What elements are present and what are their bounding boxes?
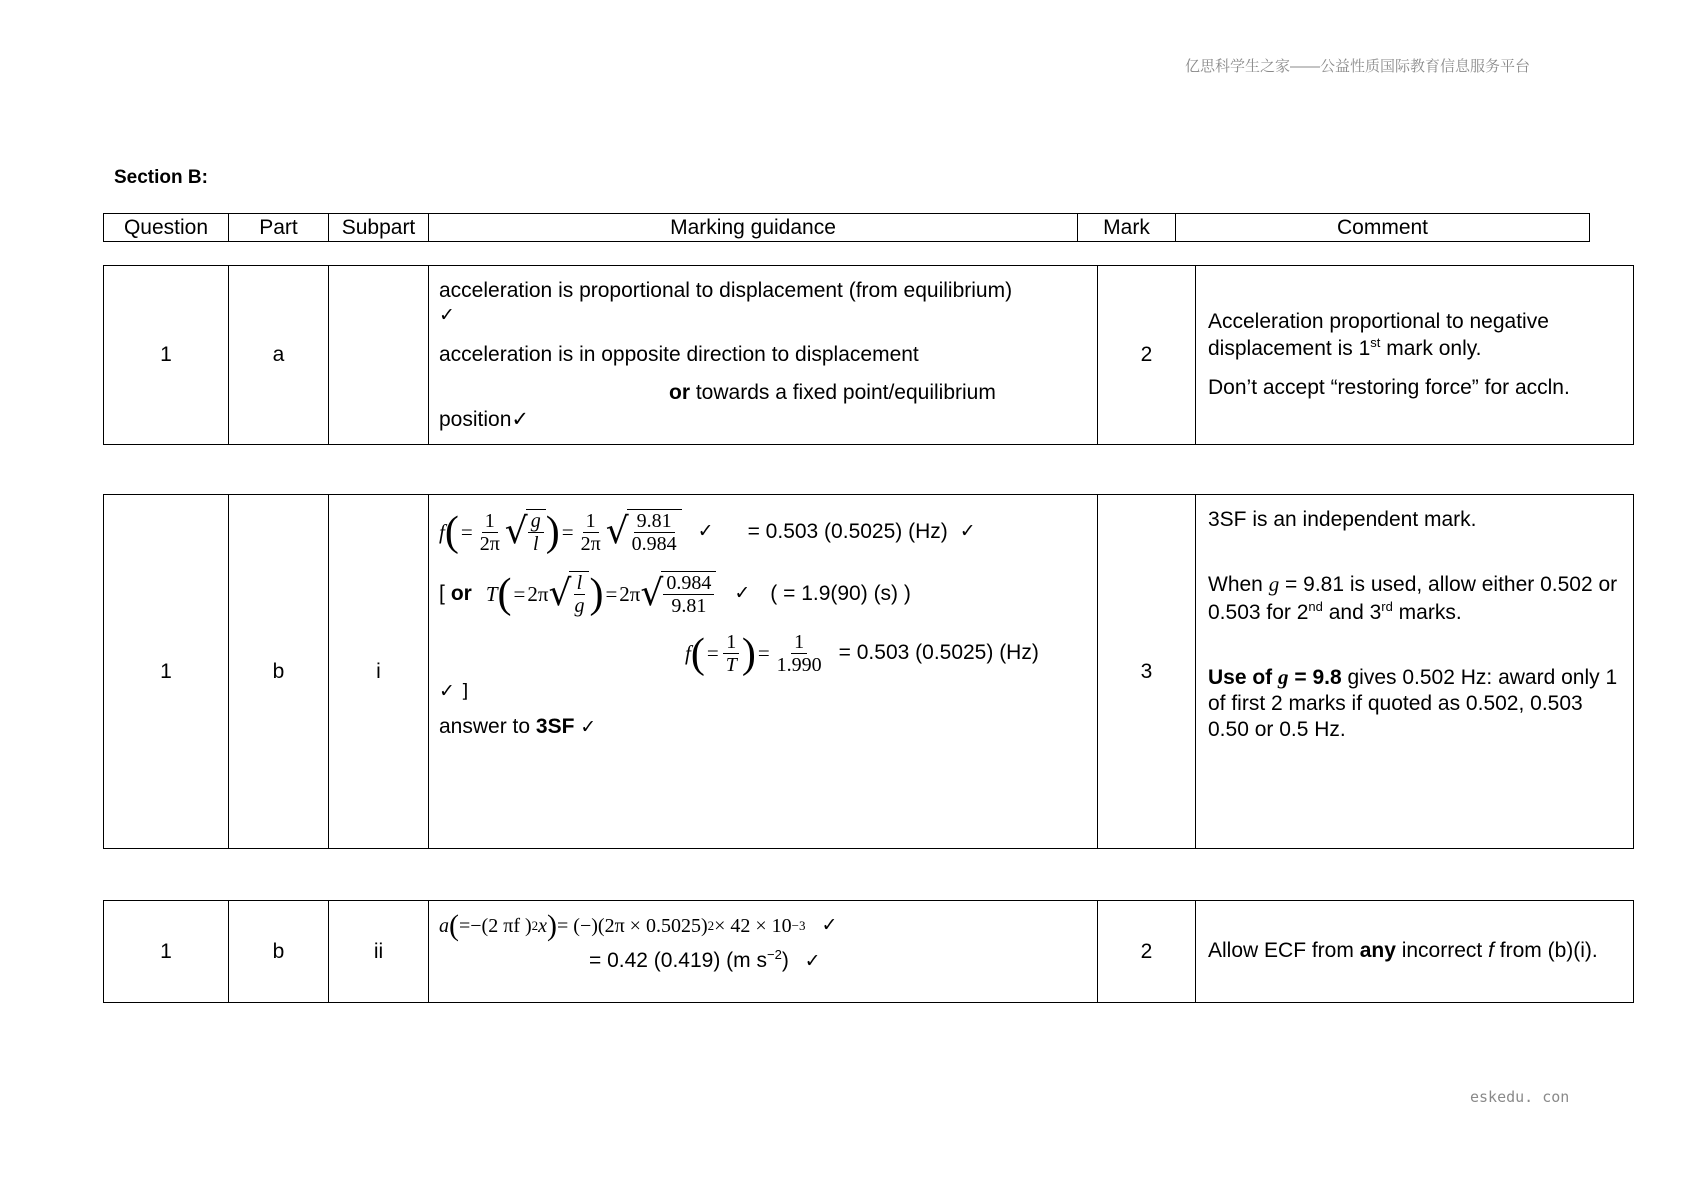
denominator: 9.81 [671,595,707,617]
equals-sign: = [757,641,770,666]
denominator: 1.990 [776,654,822,676]
comment-text: = 9.81 is used, allow either 0.502 or 0.503 for 2 [1208,573,1618,624]
numerator: 9.81 [634,510,675,533]
denominator: 0.984 [631,533,677,555]
guidance-cell [429,266,1098,445]
check-icon: ✓ [697,520,714,543]
denominator: g [574,595,585,617]
numerator: g [528,510,544,533]
comment-line [1208,938,1621,964]
guidance-line [439,380,1087,406]
expression: −(2 πf ) [470,914,532,937]
comment-line [1208,664,1621,744]
header-comment: Comment [1176,214,1590,242]
square-root: √ $\frac{9.81}{0.984}$ [606,509,682,555]
paren: ( [449,909,459,942]
comment-bold: = 9.8 [1288,665,1342,689]
header-mark: Mark [1078,214,1176,242]
numerator: 0.984 [663,572,714,595]
superscript: −2 [767,947,782,962]
superscript: nd [1308,598,1323,614]
g-symbol: g [1278,664,1289,689]
header-part: Part [229,214,329,242]
frequency-equation [439,509,1087,555]
f-symbol: f [685,641,691,666]
question-cell: 1 [104,266,229,445]
comment-text: from (b)(i). [1493,939,1598,963]
comment-line: 3SF is an independent mark. [1208,508,1477,531]
header-site-name: 亿思科学生之家——公益性质国际教育信息服务平台 [1185,58,1531,75]
fraction [477,510,503,555]
guidance-line: position✓ [439,407,529,431]
acceleration-equation [439,911,1087,941]
section-title: Section B: [114,167,208,188]
equals-sign: = [706,641,719,666]
expression: = (−)(2π × 0.5025) [557,914,708,937]
sf-label: 3SF [535,714,575,738]
comment-bold: Use of [1208,665,1279,689]
check-icon: ✓ [821,914,838,937]
square-root: √ $\frac{l}{g}$ [548,571,589,617]
equals-sign: = [513,581,526,606]
denominator: 2π [580,532,601,555]
comment-text: mark only. [1380,337,1482,361]
guidance-text: towards a fixed point/equilibrium [695,381,996,405]
part-cell: b [229,901,329,1003]
question-cell: 1 [104,901,229,1003]
bracket: [ [439,581,445,605]
part-cell: a [229,266,329,445]
numerator: 1 [723,631,739,654]
period-equation [439,571,1087,617]
table-row [104,495,1634,849]
expression: × 42 × 10 [714,914,792,937]
x-symbol: x [538,914,548,937]
fraction [723,631,740,676]
two-pi: 2π [527,581,549,606]
row-table-1bii [103,900,1634,1003]
guidance-line: acceleration is proportional to displacement (from equilibrium) [439,279,1013,302]
denominator: T [725,654,737,676]
comment-bold: any [1359,939,1396,963]
comment-line [1208,571,1621,626]
header-subpart: Subpart [329,214,429,242]
numerator: l [574,572,586,595]
guidance-line [439,947,1087,974]
equals-sign: = [459,914,471,937]
equals-sign: = [561,519,574,544]
subpart-cell: i [329,495,429,849]
table-row [104,266,1634,445]
superscript: −3 [791,917,806,933]
denominator: 2π [479,532,500,555]
subpart-cell [329,266,429,445]
paren: ) [589,571,604,617]
paren: ( [497,571,512,617]
f-symbol: f [1488,939,1494,963]
guidance-cell [429,495,1098,849]
comment-text: and 3 [1322,600,1382,624]
result-text: = 0.503 (0.5025) (Hz) [747,519,948,543]
or-label: or [450,581,472,605]
mark-cell: 2 [1098,901,1196,1003]
square-root: √ $\frac{g}{l}$ [505,509,546,555]
subpart-cell: ii [329,901,429,1003]
square-root: √ $\frac{0.984}{9.81}$ [640,571,716,617]
comment-line: Don’t accept “restoring force” for accln. [1208,375,1570,399]
comment-text: incorrect [1395,939,1489,963]
row-table-1bi [103,494,1634,849]
superscript: st [1370,335,1381,351]
numerator: 1 [482,510,498,533]
guidance-text: answer to [439,714,536,738]
numerator: 1 [791,631,807,654]
paren: ) [547,909,558,942]
column-header-row [104,214,1590,242]
superscript: 2 [707,917,715,933]
header-marking-guidance: Marking guidance [429,214,1078,242]
comment-text: Acceleration proportional to negative displacement is 1 [1208,310,1549,361]
f-symbol: f [439,519,445,544]
denominator: l [532,533,539,555]
part-cell: b [229,495,329,849]
comment-cell [1196,901,1634,1003]
check-icon: ✓ [734,582,751,605]
comment-text: When [1208,573,1269,597]
comment-text: marks. [1392,600,1462,624]
result-text: ) [781,949,789,972]
guidance-line [439,714,1087,740]
footer-site-name: eskedu. con [1470,1088,1570,1106]
result-text: = 0.42 (0.419) (m s [589,949,767,972]
result-text: ( = 1.9(90) (s) ) [770,581,911,605]
check-icon: ✓ [959,520,976,543]
frequency-from-period-equation [439,631,1087,676]
result-text: = 0.503 (0.5025) (Hz) [838,641,1039,665]
comment-text: Allow ECF from [1208,939,1360,963]
two-pi: 2π [619,581,641,606]
paren: ) [741,630,756,677]
question-cell: 1 [104,495,229,849]
column-header-table [103,213,1590,242]
comment-cell [1196,266,1634,445]
header-question: Question [104,214,229,242]
row-table-1a [103,265,1634,445]
table-row [104,901,1634,1003]
paren: ( [690,630,705,677]
equals-sign: = [605,581,618,606]
or-label: or [669,381,690,405]
superscript: rd [1381,598,1393,614]
mark-cell: 3 [1098,495,1196,849]
T-symbol: T [485,581,498,606]
guidance-line: acceleration is in opposite direction to displacement [439,343,919,366]
mark-cell: 2 [1098,266,1196,445]
check-icon: ✓ [804,950,821,972]
paren: ) [545,509,560,555]
paren: ( [444,509,459,555]
a-symbol: a [439,914,449,937]
g-symbol: g [1268,572,1280,597]
fraction [578,510,604,555]
fraction [774,631,825,676]
comment-cell [1196,495,1634,849]
comment-text: gives 0.502 Hz: award only 1 of first 2 marks if quoted as 0.502, 0.503 0.50 or 0.5 Hz. [1208,665,1618,742]
numerator: 1 [583,510,599,533]
superscript: 2 [531,917,539,933]
equals-sign: = [460,519,473,544]
check-icon: ✓ [439,304,455,327]
check-bracket-close: ✓ ] [439,680,469,702]
check-icon: ✓ [580,715,597,738]
comment-line [1208,309,1621,363]
guidance-cell [429,901,1098,1003]
